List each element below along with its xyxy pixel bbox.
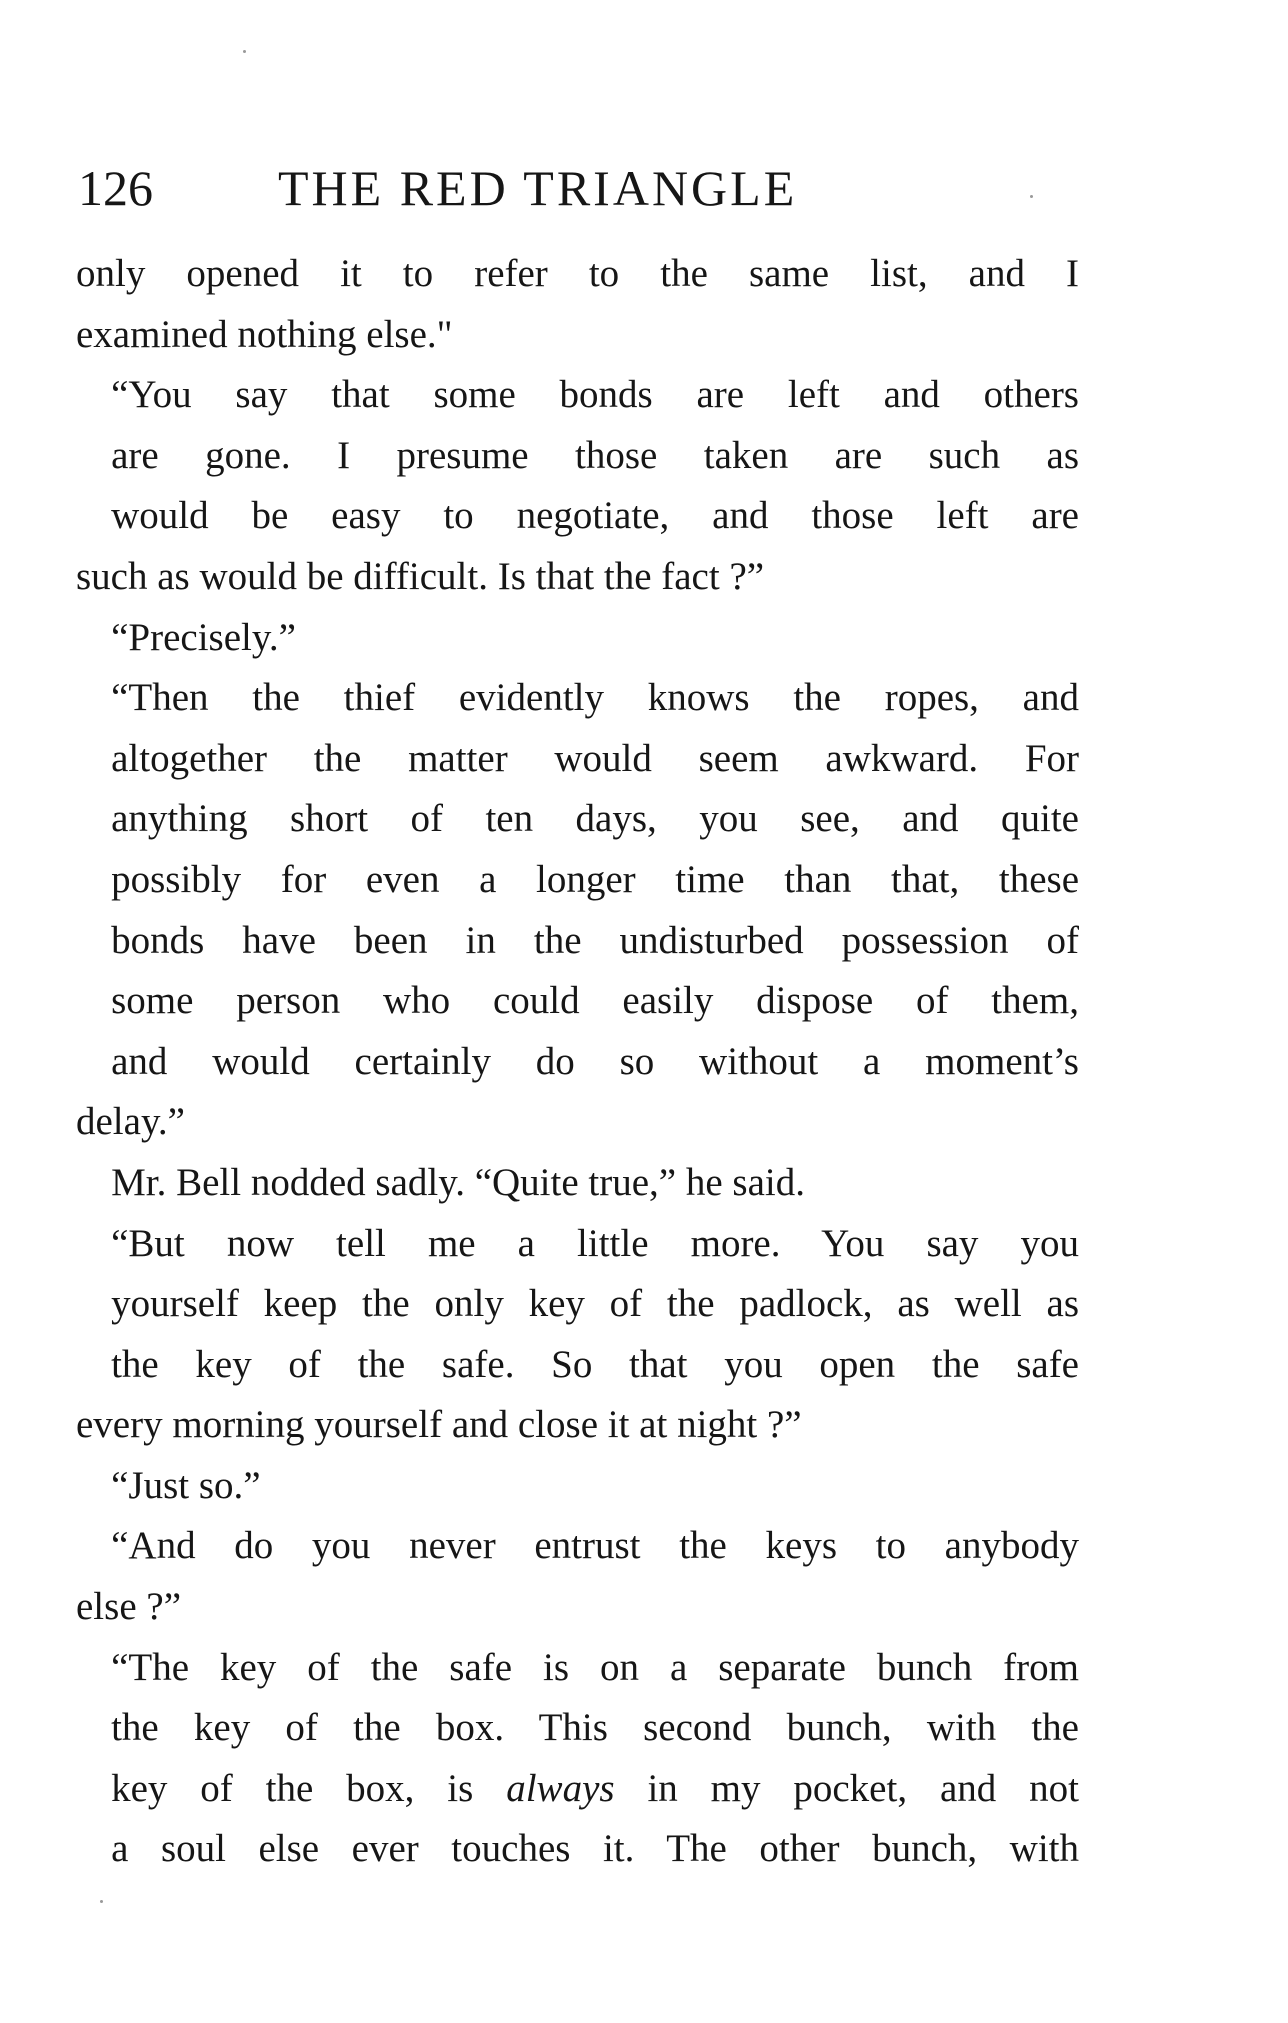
paragraph xyxy=(76,1456,1079,1517)
page-header xyxy=(78,158,1078,218)
paragraph xyxy=(76,1214,1079,1456)
text-line: possibly for even a longer time than that, these xyxy=(111,857,1079,901)
text-line: “But now tell me a little more. You say you xyxy=(111,1221,1079,1265)
text-line: some person who could easily dispose of them, xyxy=(111,979,1079,1023)
emphasis: always xyxy=(506,1766,615,1810)
paragraph xyxy=(76,1516,1079,1637)
text-line: the key of the box. This second bunch, with the xyxy=(111,1706,1079,1750)
paragraph xyxy=(76,1153,1079,1214)
text-line: “Just so.” xyxy=(111,1463,261,1507)
scan-speck xyxy=(243,50,246,53)
text-line: altogether the matter would seem awkward. For xyxy=(111,736,1079,780)
text-line: and would certainly do so without a moment’s xyxy=(111,1039,1079,1083)
text-line: only opened it to refer to the same list, and I xyxy=(76,252,1079,295)
text-line: anything short of ten days, you see, and quite xyxy=(111,797,1079,841)
text-line: Mr. Bell nodded sadly. “Quite true,” he said. xyxy=(111,1160,805,1204)
paragraph xyxy=(76,608,1079,669)
text-line: every morning yourself and close it at night ?” xyxy=(76,1403,802,1447)
text-line: key of the box, is always in my pocket, and not xyxy=(111,1766,1079,1810)
text-line: are gone. I presume those taken are such as xyxy=(111,433,1079,477)
text-line: “Precisely.” xyxy=(111,615,296,659)
paragraph xyxy=(76,365,1079,607)
page-number: 126 xyxy=(78,160,153,216)
text-line: a soul else ever touches it. The other bunch, with xyxy=(111,1827,1079,1871)
text-line: delay.” xyxy=(76,1100,185,1144)
paragraph xyxy=(76,668,1079,1153)
paragraph xyxy=(76,244,1079,365)
scan-speck xyxy=(1030,195,1033,198)
text-line: “Then the thief evidently knows the ropes, and xyxy=(111,676,1079,720)
text-line: “You say that some bonds are left and others xyxy=(111,373,1079,417)
text-line: would be easy to negotiate, and those left are xyxy=(111,494,1079,538)
text-line: such as would be difficult. Is that the fact ?” xyxy=(76,554,765,598)
text-line: “The key of the safe is on a separate bunch from xyxy=(111,1645,1079,1689)
scan-speck xyxy=(100,1900,103,1903)
body-text xyxy=(76,244,1079,1880)
paragraph xyxy=(76,1638,1079,1880)
text-line: else ?” xyxy=(76,1585,182,1629)
text-line: the key of the safe. So that you open the safe xyxy=(111,1342,1079,1386)
text-line: bonds have been in the undisturbed possession of xyxy=(111,918,1079,962)
text-line: “And do you never entrust the keys to anybody xyxy=(111,1524,1079,1568)
text-line: examined nothing else." xyxy=(76,312,453,356)
text-line: yourself keep the only key of the padlock, as well as xyxy=(111,1282,1079,1326)
running-title: THE RED TRIANGLE xyxy=(278,160,798,216)
